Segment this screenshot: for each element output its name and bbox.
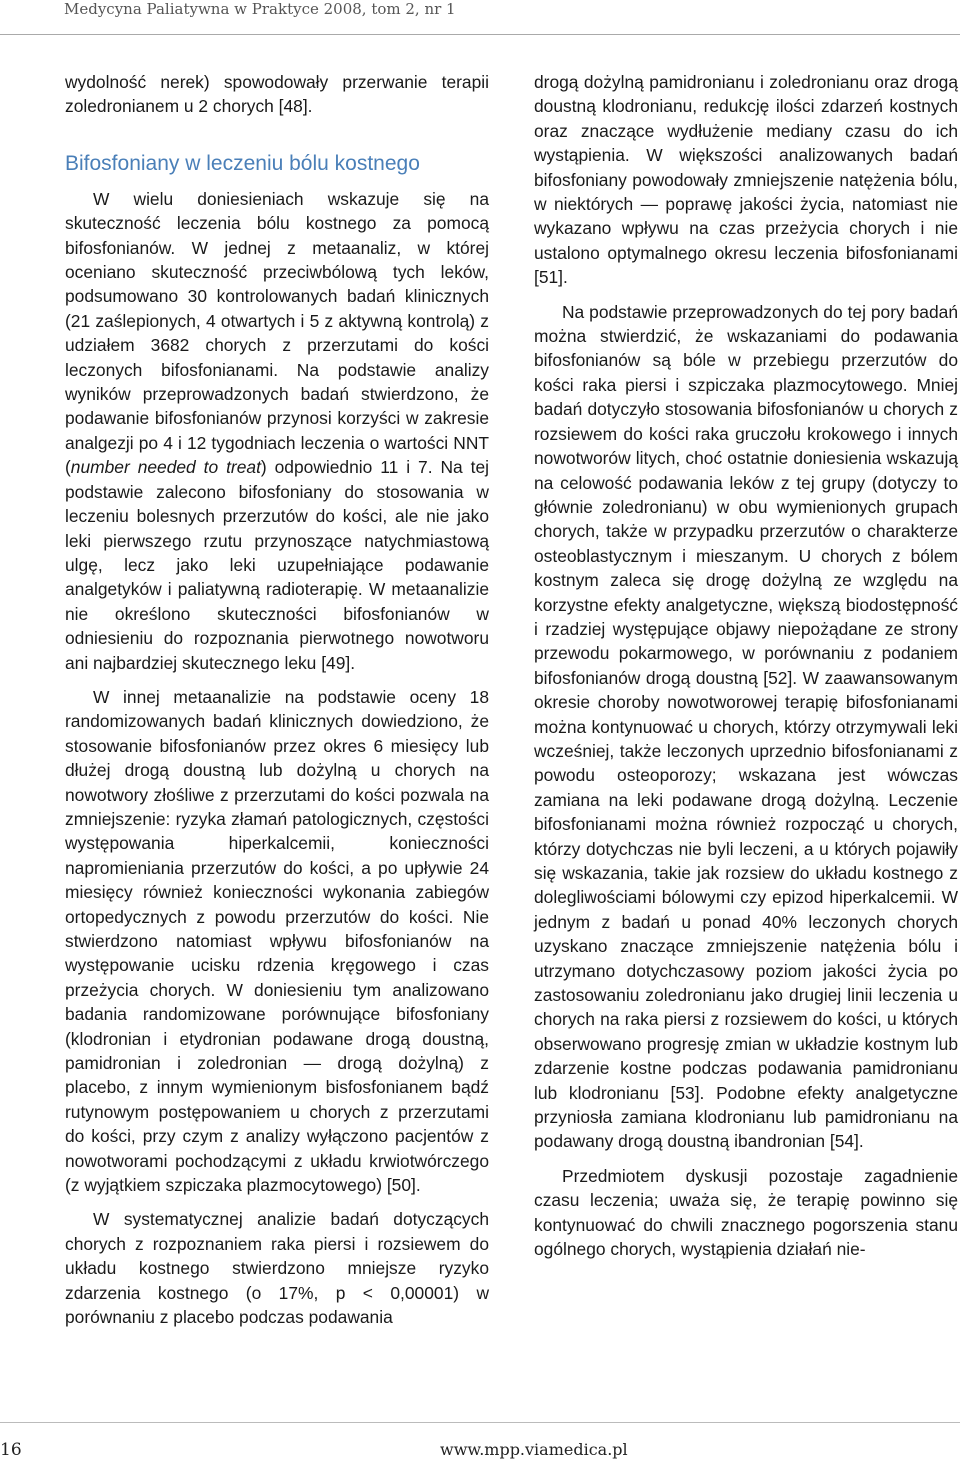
paragraph-systematic-analysis: W systematycznej analizie badań dotyczących chorych z rozpoznaniem raka piersi i rozsiewem do układu kostnego stwierdzono mniejsze ryzyko zdarzenia kostnego (o 17%, p < 0,00001) w porównaniu z placebo podczas podawania [65,1209,489,1328]
footer-divider [0,1422,960,1423]
paragraph-text: W wielu doniesieniach wskazuje się na skuteczność leczenia bólu kostnego za pomocą bifosfonianów. W jednej z metaanaliz, w której oceniano skuteczność przeciwbólową tych leków, podsumowano 30 kontrolowanych badań klinicznych (21 zaślepionych, 4 otwartych i 5 z aktywną kontrolą) z udziałem 3682 chorych z przerzutami do kości leczonych bifosfonianami. Na podstawie analizy wyników przeprowadzonych badań stwierdzono, że podawanie bifosfonianów przynosi korzyści w zakresie analgezji po 4 i 12 tygodniach leczenia o wartości NNT ( [65,188,489,478]
section-heading: Bifosfoniany w leczeniu bólu kostnego [65,151,420,175]
paragraph-metaanalysis-1 [65,187,489,675]
left-column [65,70,489,1330]
header-divider [0,34,960,35]
right-column [534,70,958,1262]
paragraph-indications: Na podstawie przeprowadzonych do tej pory badań można stwierdzić, że wskazaniami do podawania bifosfonianów są bóle w przebiegu przerzutów do kości raka piersi i szpiczaka plazmocytowego. Mniej badań dotyczyło stosowania bifosfonianów u chorych z rozsiewem do kości raka gruczołu krokowego i innych nowotworów litych, choć ostatnie doniesienia wskazują na celowość podawania leków z tej grupy (dotyczy to głównie zoledronianu) w obu wymienionych grupach chorych, także w przypadku przerzutów o charakterze osteoblastycznym i mieszanym. U chorych z bólem kostnym zaleca się drogę dożylną ze względu na korzystne efekty analgetyczne, większą biodostępność i rzadziej występujące objawy niepożądane ze strony przewodu pokarmowego, w porównaniu z podaniem bifosfonianów drogą doustną [52]. W zaawansowanym okresie choroby nowotworowej terapię bifosfonianami można kontynuować u chorych, którzy otrzymywali leki wcześniej, także leczonych uprzednio bifosfonianami z powodu osteoporozy; wskazana jest wówczas zamiana na leki podawane drogą dożylną. Leczenie bifosfonianami można również rozpocząć u chorych, którzy dotychczas nie byli leczeni, a u których pojawiły się wskazania, takie jak rozsiew do układu kostnego z dolegliwościami bólowymi czy epizod hiperkalcemii. W jednym z badań u ponad 40% leczonych chorych uzyskano znaczące zmniejszenie natężenia bólu i utrzymano dotychczasowy poziom jakości życia po zastosowaniu zoledronianu jako drugiej linii leczenia u chorych na raka piersi z rozsiewem do kości, u których obserwowano progresję zmian w układzie kostnym lub zdarzenie kostne podczas podawania pamidronianu lub klodronianu [53]. Podobne efekty analgetyczne przyniosła zamiana klodronianu lub pamidronianu na podawany drogą doustną ibandronian [54]. [534,301,958,1152]
running-header: Medycyna Paliatywna w Praktyce 2008, tom 2, nr 1 [64,0,456,18]
paragraph-text: ) odpowiednio 11 i 7. Na tej podstawie zalecono bifosfoniany do stosowania w leczeniu bolesnych przerzutów do kości, ale nie jako leki pierwszego rzutu przynoszące natychmiastową ulgę, lecz jako leki uzupełniające podawanie analgetyków i paliatywną radioterapię. W metaanalizie nie określono skuteczności bifosfonianów w odniesieniu do rozpoznania pierwotnego nowotworu ani najbardziej skutecznego leku [49]. [65,457,489,673]
paragraph-metaanalysis-2: W innej metaanalizie na podstawie oceny 18 randomizowanych badań klinicznych dowiedziono, że stosowanie bifosfonianów przez okres 6 miesięcy lub dłużej drogą doustną lub dożylną u chorych na nowotwory złośliwe z przerzutami do kości pozwala na zmniejszenie: ryzyka złamań patologicznych, częstości występowania hiperkalcemii, konieczności napromieniania przerzutów do kości, a po upływie 24 miesięcy również konieczności wykonania zabiegów ortopedycznych z powodu przerzutów do kości. Nie stwierdzono natomiast wpływu bifosfonianów na występowanie ucisku rdzenia kręgowego i czas przeżycia chorych. W doniesieniu tym analizowano badania randomizowane porównujące bifosfoniany (klodronian i etydronian podawane drogą doustną, pamidronian i zoledronian — drogą dożylną) z placebo, z innym wymienionym bisfosfonianem bądź rutynowym postępowaniem u chorych z przerzutami do kości, przy czym z analizy wyłączono pacjentów z nowotworami pochodzącymi z układu krwiotwórczego (z wyjątkiem szpiczaka plazmocytowego) [50]. [65,686,489,1196]
page-number: 16 [0,1440,22,1460]
paragraph-duration: Przedmiotem dyskusji pozostaje zagadnienie czasu leczenia; uważa się, że terapię powinno się kontynuować do chwili znacznego pogorszenia stanu ogólnego chorych, wystąpienia działań nie- [534,1165,958,1260]
nnt-term: number needed to treat [70,457,261,478]
intro-paragraph: wydolność nerek) spowodowały przerwanie terapii zoledronianem u 2 chorych [48]. [65,72,489,117]
paragraph-continuation: drogą dożylną pamidronianu i zoledronianu oraz drogą doustną klodronianu, redukcję ilości zdarzeń kostnych oraz znaczące wydłużenie mediany czasu do ich wystąpienia. W większości analizowanych badań bifosfoniany powodowały zmniejszenie natężenia bólu, w niektórych — poprawę jakości życia, natomiast nie wykazano wpływu na czas przeżycia chorych i nie ustalono optymalnego okresu leczenia bifosfonianami [51]. [534,72,958,288]
footer-url: www.mpp.viamedica.pl [440,1440,628,1459]
